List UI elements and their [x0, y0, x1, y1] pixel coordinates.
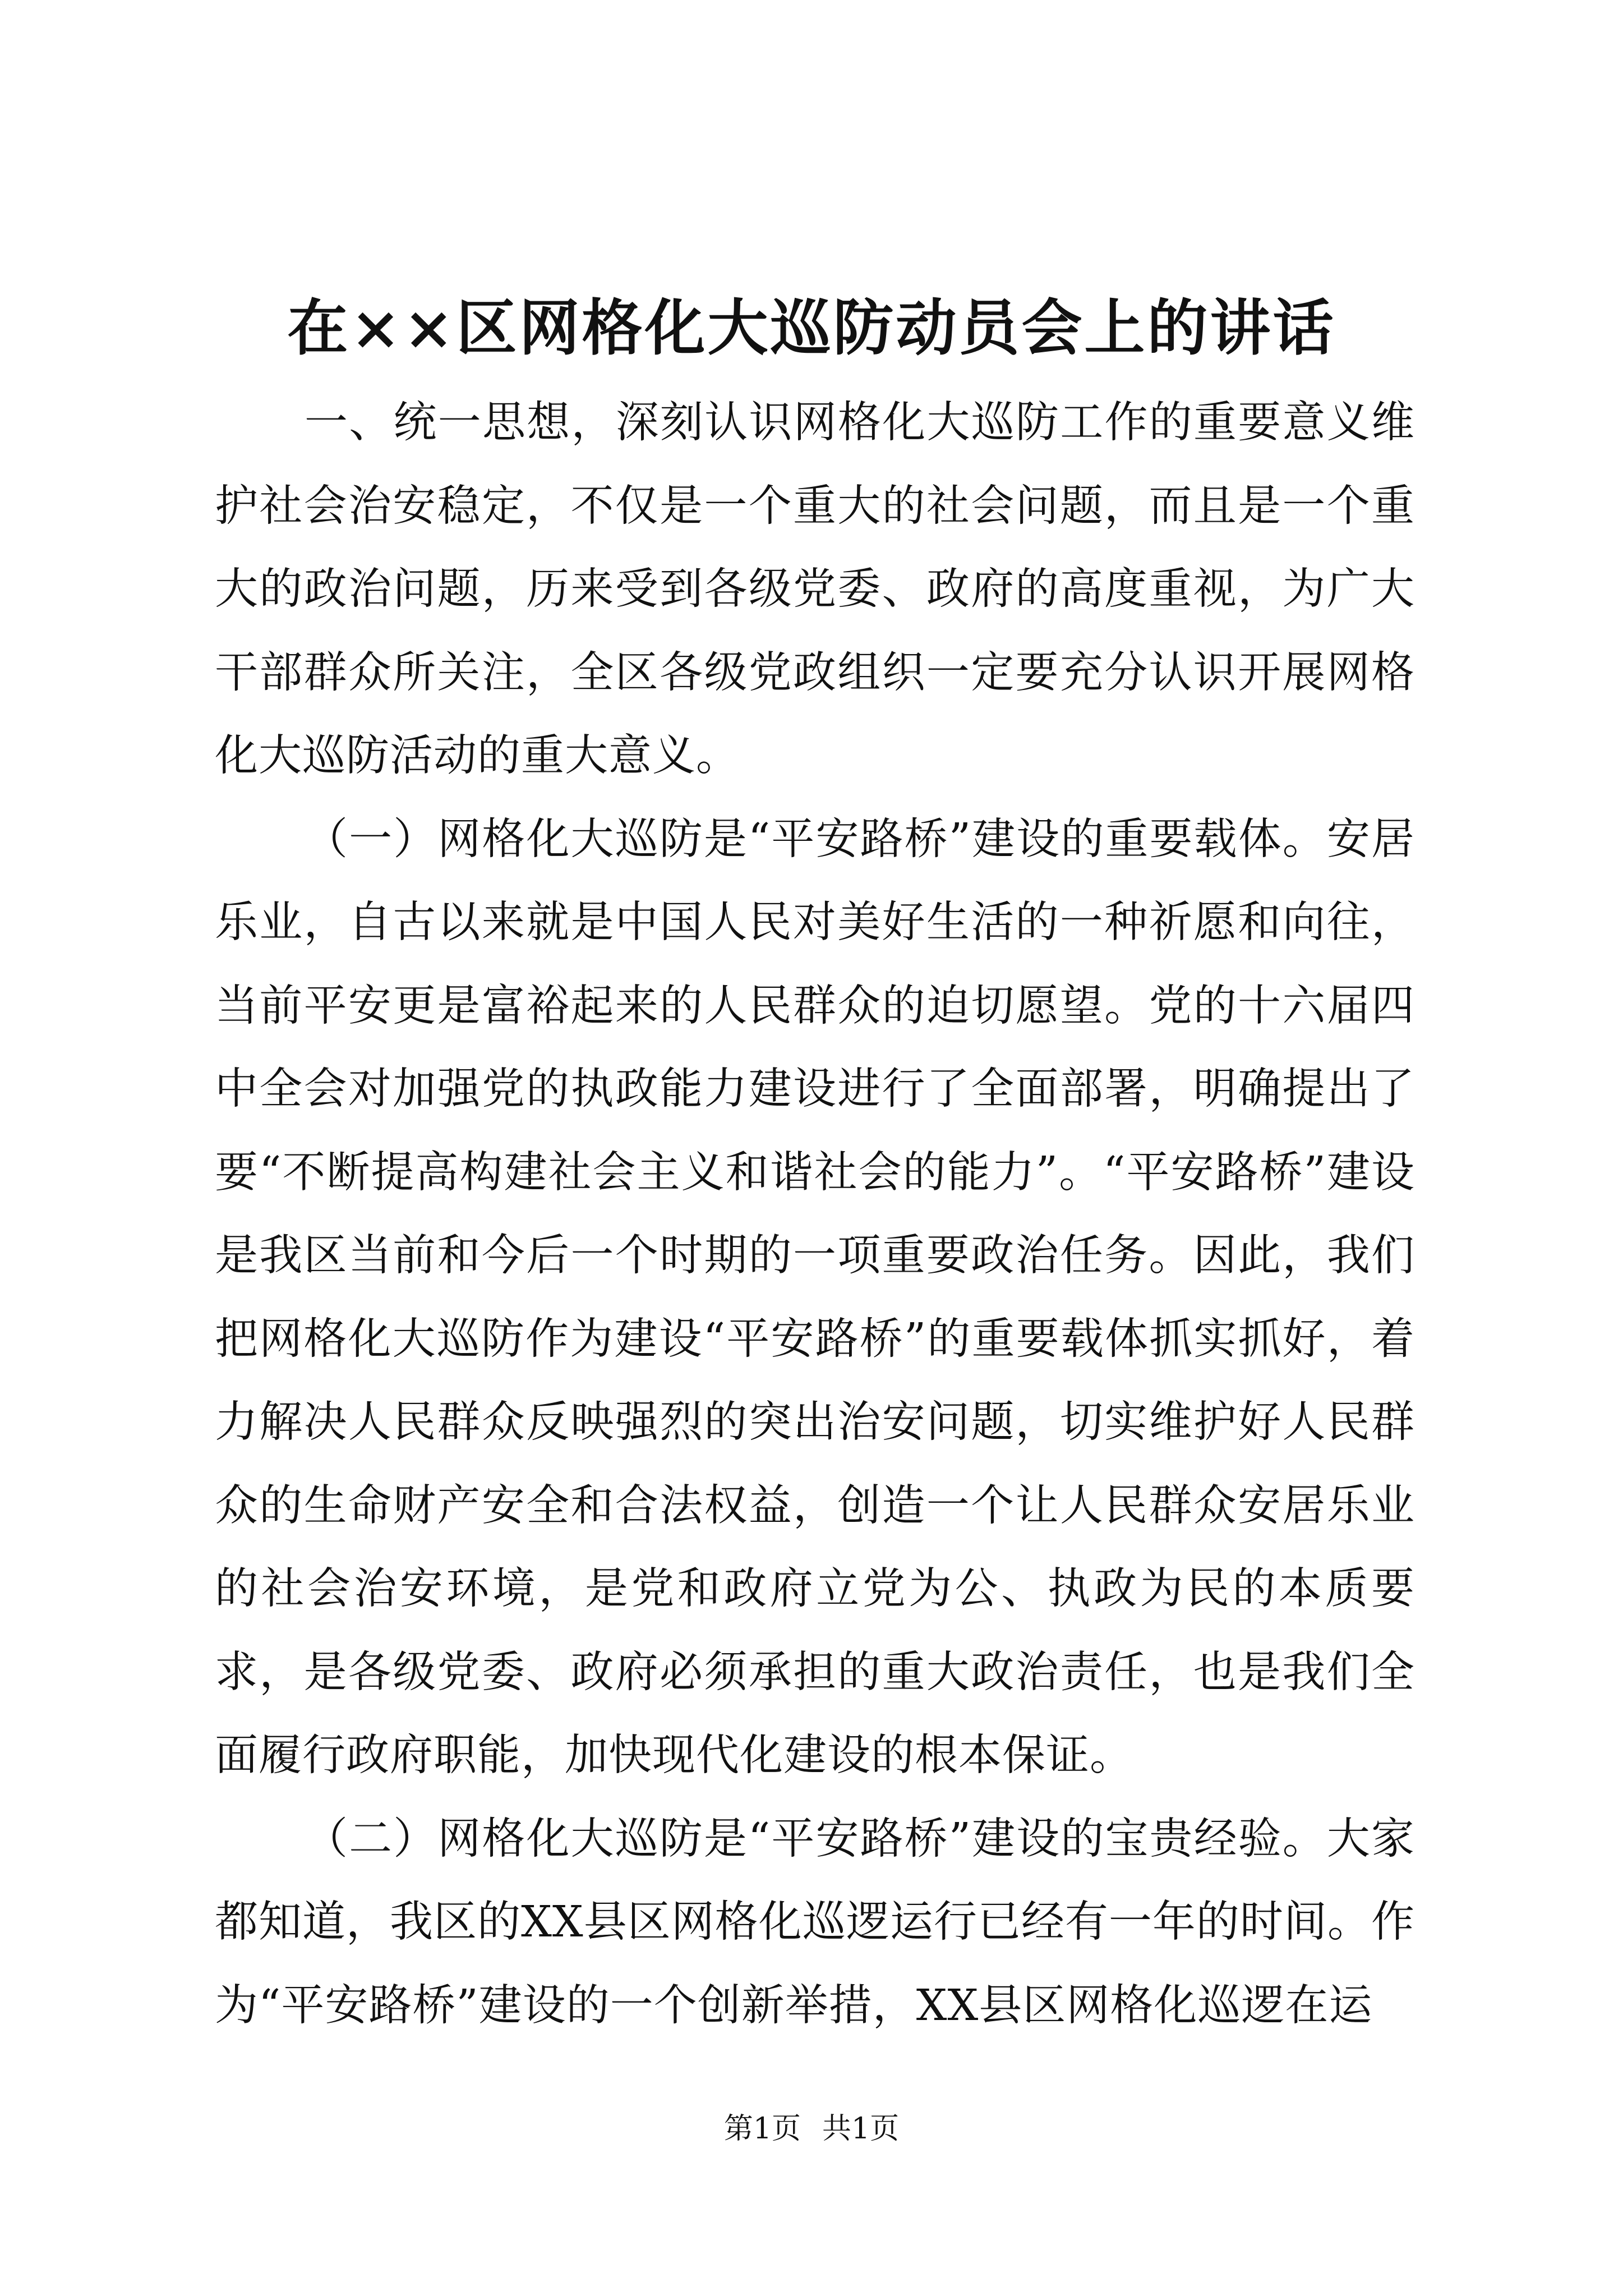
page-number: 第1页 [723, 2112, 801, 2146]
paragraph-subsection-two: （二）网格化大巡防是“平安路桥”建设的宝贵经验。大家都知道，我区的XX县区网格化巡逻运行已经有一年的时间。作为“平安路桥”建设的一个创新举措，XX县区网格化巡逻在运 [215, 1814, 1415, 2031]
document-body [215, 381, 1415, 2047]
page-footer [0, 2109, 1623, 2148]
page-total: 共1页 [822, 2112, 900, 2146]
document-title: 在××区网格化大巡防动员会上的讲话 [287, 293, 1336, 364]
paragraph-section-one: 一、统一思想，深刻认识网格化大巡防工作的重要意义维护社会治安稳定，不仅是一个重大的社会问题，而且是一个重大的政治问题，历来受到各级党委、政府的高度重视，为广大干部群众所关注，全区各级党政组织一定要充分认识开展网格化大巡防活动的重大意义。 [215, 398, 1415, 781]
paragraph-subsection-one: （一）网格化大巡防是“平安路桥”建设的重要载体。安居乐业，自古以来就是中国人民对美好生活的一种祈愿和向往，当前平安更是富裕起来的人民群众的迫切愿望。党的十六届四中全会对加强党的执政能力建设进行了全面部署，明确提出了要“不断提高构建社会主义和谐社会的能力”。“平安路桥”建设是我区当前和今后一个时期的一项重要政治任务。因此，我们把网格化大巡防作为建设“平安路桥”的重要载体抓实抓好，着力解决人民群众反映强烈的突出治安问题，切实维护好人民群众的生命财产安全和合法权益，创造一个让人民群众安居乐业的社会治安环境，是党和政府立党为公、执政为民的本质要求，是各级党委、政府必须承担的重大政治责任，也是我们全面履行政府职能，加快现代化建设的根本保证。 [215, 814, 1415, 1780]
